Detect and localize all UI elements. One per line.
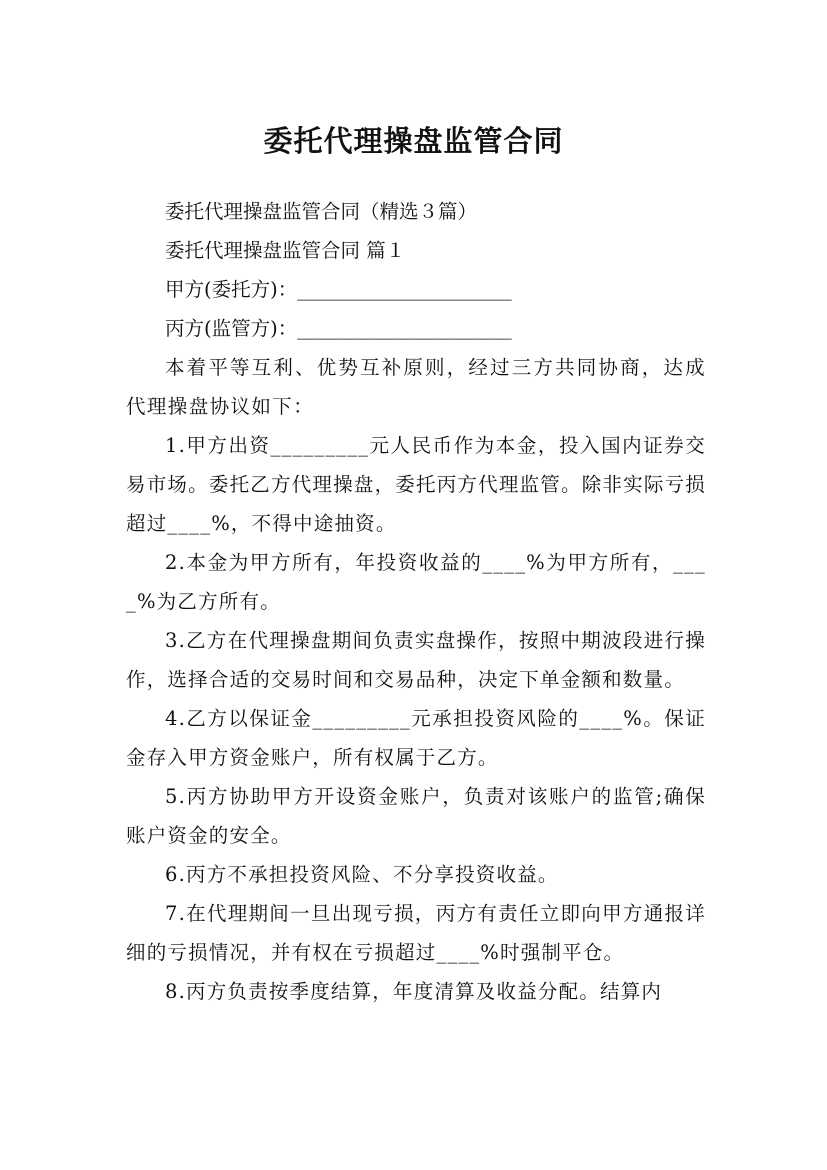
party-c-line: 丙方(监管方)：______________________ <box>165 317 512 340</box>
clause-6: 6.丙方不承担投资风险、不分享投资收益。 <box>165 863 559 886</box>
clause-2: 2.本金为甲方所有，年投资收益的____%为甲方所有，____%为乙方所有。 <box>126 551 706 613</box>
clause-7: 7.在代理期间一旦出现亏损，丙方有责任立即向甲方通报详细的亏损情况，并有权在亏损超过____%时强制平仓。 <box>126 902 706 964</box>
section-heading: 委托代理操盘监管合同 篇１ <box>165 239 406 262</box>
clause-3: 3.乙方在代理操盘期间负责实盘操作，按照中期波段进行操作，选择合适的交易时间和交易品种，决定下单金额和数量。 <box>126 629 706 691</box>
preamble-paragraph: 本着平等互利、优势互补原则，经过三方共同协商，达成代理操盘协议如下： <box>126 356 706 418</box>
subtitle-line: 委托代理操盘监管合同（精选３篇） <box>165 200 478 223</box>
clause-4: 4.乙方以保证金_________元承担投资风险的____%。保证金存入甲方资金账户，所有权属于乙方。 <box>126 707 706 769</box>
party-a-line: 甲方(委托方)：______________________ <box>165 278 512 301</box>
clause-8: 8.丙方负责按季度结算，年度清算及收益分配。结算内 <box>165 980 663 1003</box>
clause-1: 1.甲方出资_________元人民币作为本金，投入国内证券交易市场。委托乙方代理操盘，委托丙方代理监管。除非实际亏损超过____%，不得中途抽资。 <box>126 434 706 535</box>
document-title: 委托代理操盘监管合同 <box>263 124 564 159</box>
clause-5: 5.丙方协助甲方开设资金账户，负责对该账户的监管;确保账户资金的安全。 <box>126 785 706 847</box>
document-body <box>126 192 706 1011</box>
